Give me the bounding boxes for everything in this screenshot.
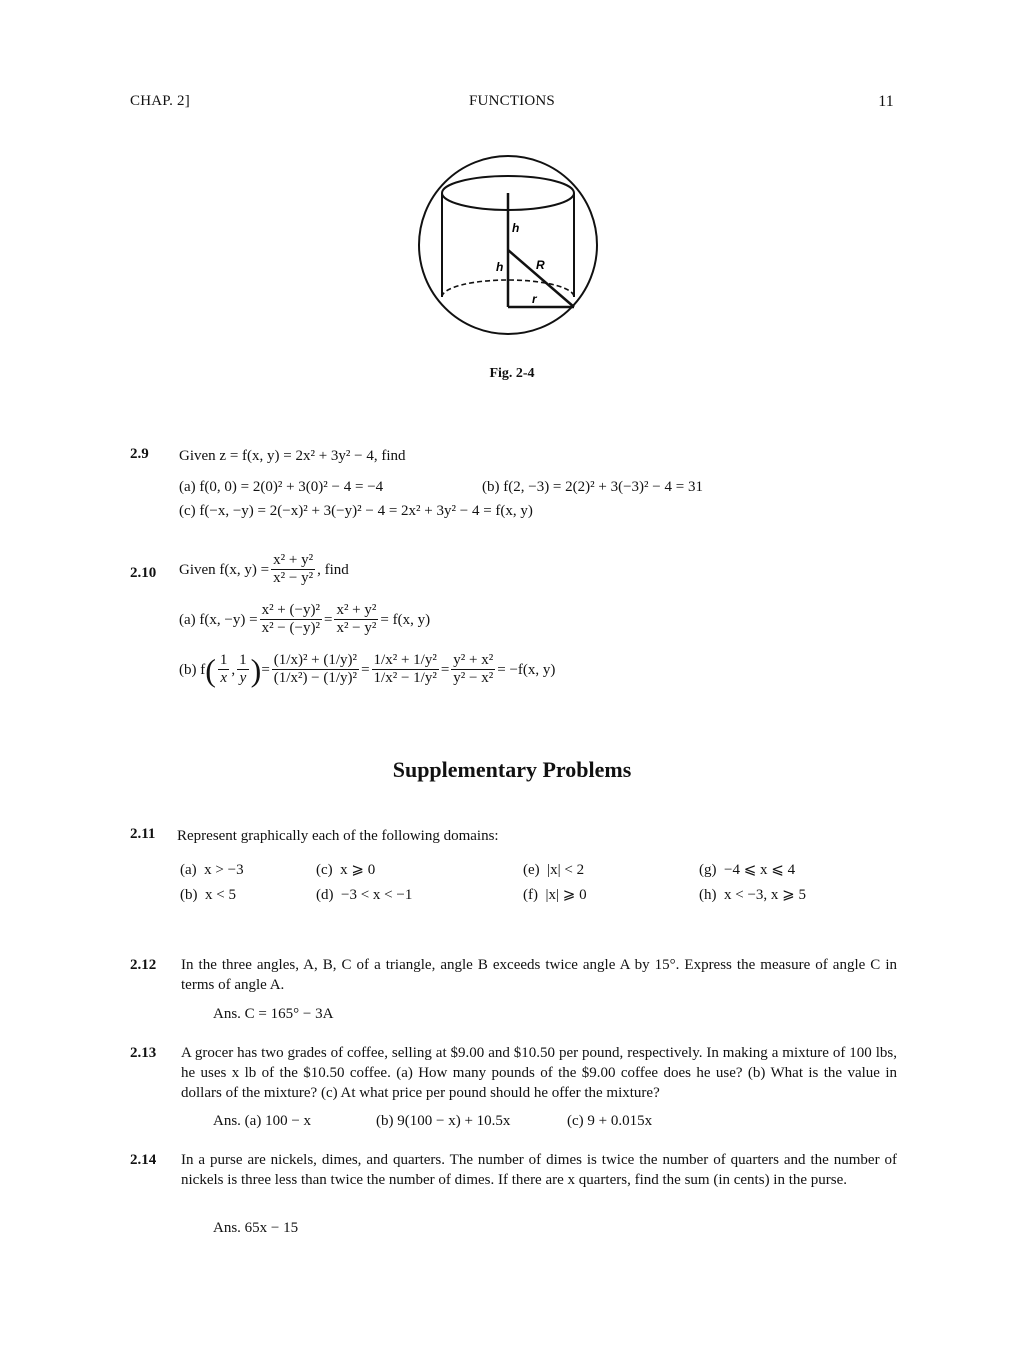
domain-label: (g) [699,862,717,878]
equals-sign: = [440,661,450,678]
domain-item-g [699,860,795,880]
equals-sign: = [323,611,333,628]
domain-label: (d) [316,887,334,903]
domain-label: (a) [180,862,197,878]
part-a-den-2: x² − y² [336,620,377,636]
problem-2-9-part-c: (c) f(−x, −y) = 2(−x)² + 3(−y)² − 4 = 2x² + 3y² − 4 = f(x, y) [179,503,533,519]
problem-number-2-13: 2.13 [130,1045,157,1061]
given-numerator: x² + y² [273,552,314,568]
open-paren: ( [205,651,216,688]
part-a-fraction-1 [260,602,322,637]
problem-2-13-answer-a: Ans. (a) 100 − x [213,1113,312,1129]
part-b-num-1: (1/x)² + (1/y)² [273,652,358,668]
part-a-num-1: x² + (−y)² [261,602,320,618]
equals-sign: = [261,661,270,678]
domain-expr: −3 < x < −1 [341,887,413,903]
domain-item-a [180,860,244,880]
cylinder-in-sphere-figure [416,155,600,345]
problem-number-2-11: 2.11 [130,826,156,842]
problem-2-14-answer: Ans. 65x − 15 [213,1220,299,1236]
part-a-result: = f(x, y) [380,611,431,628]
problem-2-12-text: In the three angles, A, B, C of a triangle, angle B exceeds twice angle A by 15°. Express the measure of angle C in terms of angle A. [181,957,897,993]
label-h-left: h [496,260,504,274]
find-label: , find [317,561,349,578]
part-b-num-3: y² + x² [453,652,494,668]
domain-label: (h) [699,887,717,903]
part-b-den-2: 1/x² − 1/y² [373,670,437,686]
equals-sign: = [361,661,370,678]
domain-item-f [523,885,587,905]
problem-2-13-text: A grocer has two grades of coffee, selling at $9.00 and $10.50 per pound, respectively. In making a mixture of 100 lbs, he uses x lb of the $10.50 coffee. (a) How many pounds of the $9.00 coffee does he use? (b) What is the value in dollars of the mixture? (c) At what price per pound should he offer the mixture? [181,1045,897,1101]
domain-item-d [316,885,412,905]
figure-caption: Fig. 2-4 [489,366,535,381]
problem-2-10-statement [179,552,349,587]
domain-label: (f) [523,887,538,903]
page-number: 11 [878,93,894,110]
part-a-den-1: x² − (−y)² [261,620,320,636]
problem-2-13-answer-b: (b) 9(100 − x) + 10.5x [376,1113,511,1129]
problem-2-13-answer-c: (c) 9 + 0.015x [567,1113,653,1129]
problem-2-12-answer: Ans. C = 165° − 3A [213,1006,334,1022]
domain-expr: x < −3, x ⩾ 5 [724,887,806,903]
given-fraction [271,552,315,587]
running-title: FUNCTIONS [469,93,555,109]
domain-label: (c) [316,862,333,878]
part-a-label: (a) f(x, −y) = [179,611,258,628]
domain-label: (b) [180,887,198,903]
problem-number-2-12: 2.12 [130,957,157,973]
part-b-fraction-2 [372,652,439,687]
part-b-fraction-1 [272,652,359,687]
domain-item-e [523,860,584,880]
part-b-den-1: (1/x²) − (1/y)² [273,670,358,686]
part-a-fraction-2 [334,602,378,637]
given-denominator: x² − y² [273,570,314,586]
problem-number-2-10: 2.10 [130,565,157,581]
problem-number-2-9: 2.9 [130,446,149,462]
domain-label: (e) [523,862,540,878]
problem-number-2-14: 2.14 [130,1152,157,1168]
label-h-top: h [512,221,520,235]
given-label: Given f(x, y) = [179,561,270,578]
domain-expr: x > −3 [204,862,244,878]
domain-item-c [316,860,375,880]
part-b-den-3: y² − x² [453,670,494,686]
part-b-result: = −f(x, y) [497,661,556,678]
chapter-label: CHAP. 2] [130,93,190,109]
part-a-num-2: x² + y² [336,602,377,618]
problem-2-9-part-b: (b) f(2, −3) = 2(2)² + 3(−3)² − 4 = 31 [482,479,703,495]
problem-2-10-part-b [179,652,555,687]
part-b-arg-1 [218,652,230,687]
label-r: r [532,292,537,306]
domain-item-b [180,885,236,905]
domain-expr: x ⩾ 0 [340,862,376,878]
part-b-label: (b) f [179,661,206,678]
part-b-arg-den-1: x [220,670,227,686]
problem-2-9-part-a: (a) f(0, 0) = 2(0)² + 3(0)² − 4 = −4 [179,479,384,495]
problem-2-11-statement: Represent graphically each of the following domains: [177,828,499,844]
problem-2-14-text: In a purse are nickels, dimes, and quarters. The number of dimes is twice the number of quarters and the number of nickels is three less than twice the number of dimes. If there are x quarters, find the sum (in cents) in the purse. [181,1152,897,1188]
problem-2-10-part-a [179,602,430,637]
part-b-arg-2 [237,652,249,687]
domain-expr: |x| < 2 [547,862,585,878]
part-b-arg-num-1: 1 [219,652,228,668]
close-paren: ) [250,651,262,688]
domain-expr: |x| ⩾ 0 [545,887,587,903]
part-b-fraction-3 [451,652,495,687]
domain-expr: x < 5 [205,887,236,903]
comma: , [231,661,236,678]
domain-item-h [699,885,806,905]
problem-2-9-statement: Given z = f(x, y) = 2x² + 3y² − 4, find [179,448,406,464]
label-R: R [536,258,545,272]
part-b-num-2: 1/x² + 1/y² [373,652,437,668]
section-title: Supplementary Problems [392,757,632,782]
domain-expr: −4 ⩽ x ⩽ 4 [724,862,796,878]
part-b-arg-num-2: 1 [239,652,247,668]
part-b-arg-den-2: y [239,670,247,686]
